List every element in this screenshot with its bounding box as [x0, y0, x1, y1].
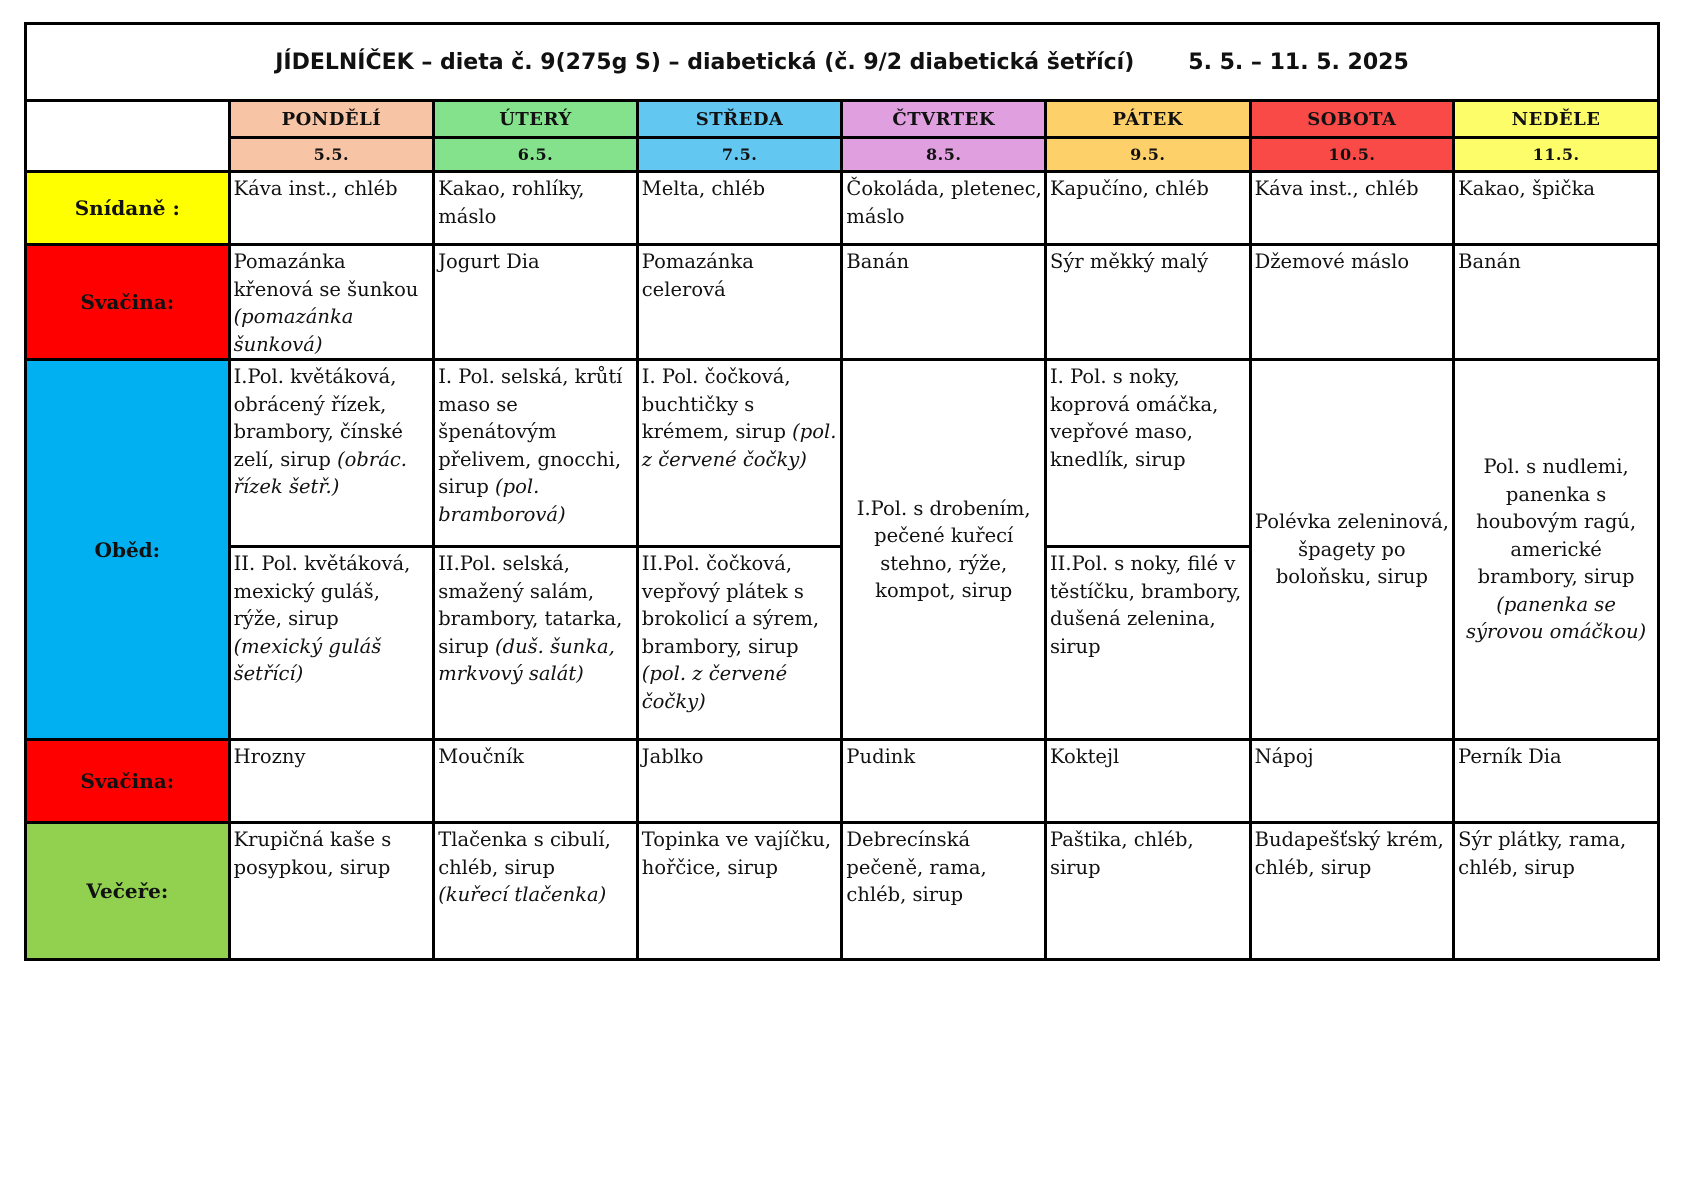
svacina1-utery: Jogurt Dia — [434, 245, 638, 360]
title-main: JÍDELNÍČEK – dieta č. 9(275g S) – diabetická (č. 9/2 diabetická šetřící) — [275, 49, 1135, 75]
svacina1-sobota: Džemové máslo — [1250, 245, 1454, 360]
svacina2-ctvrtek: Pudink — [842, 740, 1046, 823]
day-header-streda: STŘEDA — [637, 101, 842, 138]
obed-nedele — [1454, 360, 1659, 740]
vecere-pondeli: Krupičná kaše s posypkou, sirup — [229, 823, 434, 960]
obed-nedele-text: Pol. s nudlemi, panenka s houbovým ragú, americké brambory, sirup — [1476, 455, 1637, 589]
obed2-pondeli — [229, 547, 434, 740]
obed2-streda — [637, 547, 842, 740]
obed2-pondeli-text: II. Pol. květáková, mexický guláš, rýže, sirup — [233, 552, 411, 630]
meal-label-obed: Oběd: — [26, 360, 230, 740]
svacina1-streda: Pomazánka celerová — [637, 245, 842, 360]
menu-title — [26, 24, 1659, 101]
snidane-sobota: Káva inst., chléb — [1250, 172, 1454, 245]
meal-label-svacina-morning: Svačina: — [26, 245, 230, 360]
snidane-utery: Kakao, rohlíky, máslo — [434, 172, 638, 245]
obed-ctvrtek: I.Pol. s drobením, pečené kuřecí stehno, rýže, kompot, sirup — [842, 360, 1046, 740]
obed2-streda-note: (pol. z červené čočky) — [641, 662, 788, 713]
svacina2-streda: Jablko — [637, 740, 842, 823]
obed1-pondeli-text: I.Pol. květáková, obrácený řízek, brambory, čínské zelí, sirup — [233, 365, 403, 471]
day-date-pondeli: 5.5. — [229, 138, 434, 172]
snidane-patek: Kapučíno, chléb — [1045, 172, 1250, 245]
svacina1-pondeli-text: Pomazánka křenová se šunkou — [233, 250, 419, 301]
obed2-streda-text: II.Pol. čočková, vepřový plátek s brokolicí a sýrem, brambory, sirup — [641, 552, 820, 658]
day-header-ctvrtek: ČTVRTEK — [842, 101, 1046, 138]
obed1-pondeli-note: (obrác. řízek šetř.) — [233, 447, 407, 498]
snidane-pondeli: Káva inst., chléb — [229, 172, 434, 245]
obed1-streda — [637, 360, 842, 547]
svacina2-nedele: Perník Dia — [1454, 740, 1659, 823]
obed-nedele-note: (panenka se sýrovou omáčkou) — [1466, 592, 1647, 644]
svacina2-sobota: Nápoj — [1250, 740, 1454, 823]
snidane-ctvrtek: Čokoláda, pletenec, máslo — [842, 172, 1046, 245]
menu-table — [24, 22, 1660, 961]
obed2-pondeli-note: (mexický guláš šetřící) — [233, 634, 382, 685]
obed1-patek: I. Pol. s noky, koprová omáčka, vepřové maso, knedlík, sirup — [1045, 360, 1250, 547]
svacina1-pondeli — [229, 245, 434, 360]
vecere-utery-text: Tlačenka s cibulí, chléb, sirup — [438, 828, 611, 879]
day-header-pondeli: PONDĚLÍ — [229, 101, 434, 138]
obed2-utery-text: II.Pol. selská, smažený salám, brambory, tatarka, sirup — [438, 552, 623, 658]
meal-label-snidane: Snídaně : — [26, 172, 230, 245]
obed1-utery-text: I. Pol. selská, krůtí maso se špenátovým přelivem, gnocchi, sirup — [438, 365, 623, 498]
title-date-range: 5. 5. – 11. 5. 2025 — [1188, 49, 1409, 75]
vecere-patek: Paštika, chléb, sirup — [1045, 823, 1250, 960]
svacina1-ctvrtek: Banán — [842, 245, 1046, 360]
day-header-nedele: NEDĚLE — [1454, 101, 1659, 138]
svacina2-utery: Moučník — [434, 740, 638, 823]
day-date-ctvrtek: 8.5. — [842, 138, 1046, 172]
obed1-streda-text: I. Pol. čočková, buchtičky s krémem, sirup — [641, 365, 791, 443]
snidane-streda: Melta, chléb — [637, 172, 842, 245]
day-header-patek: PÁTEK — [1045, 101, 1250, 138]
vecere-streda: Topinka ve vajíčku, hořčice, sirup — [637, 823, 842, 960]
obed1-pondeli — [229, 360, 434, 547]
svacina1-patek: Sýr měkký malý — [1045, 245, 1250, 360]
day-date-nedele: 11.5. — [1454, 138, 1659, 172]
obed1-streda-note: (pol. z červené čočky) — [641, 420, 837, 471]
obed2-utery — [434, 547, 638, 740]
svacina2-patek: Koktejl — [1045, 740, 1250, 823]
day-header-utery: ÚTERÝ — [434, 101, 638, 138]
vecere-utery-note: (kuřecí tlačenka) — [438, 883, 607, 906]
day-date-sobota: 10.5. — [1250, 138, 1454, 172]
meal-label-svacina-afternoon: Svačina: — [26, 740, 230, 823]
obed2-utery-note: (duš. šunka, mrkvový salát) — [438, 634, 615, 685]
day-header-sobota: SOBOTA — [1250, 101, 1454, 138]
obed2-patek: II.Pol. s noky, filé v těstíčku, brambory, dušená zelenina, sirup — [1045, 547, 1250, 740]
day-date-patek: 9.5. — [1045, 138, 1250, 172]
svacina2-pondeli: Hrozny — [229, 740, 434, 823]
vecere-sobota: Budapešťský krém, chléb, sirup — [1250, 823, 1454, 960]
vecere-utery — [434, 823, 638, 960]
obed1-utery-note: (pol. bramborová) — [438, 475, 566, 526]
svacina1-nedele: Banán — [1454, 245, 1659, 360]
vecere-nedele: Sýr plátky, rama, chléb, sirup — [1454, 823, 1659, 960]
day-date-utery: 6.5. — [434, 138, 638, 172]
day-date-streda: 7.5. — [637, 138, 842, 172]
obed-sobota: Polévka zeleninová, špagety po boloňsku, sirup — [1250, 360, 1454, 740]
meal-label-vecere: Večeře: — [26, 823, 230, 960]
obed1-utery — [434, 360, 638, 547]
svacina1-pondeli-note: (pomazánka šunková) — [233, 305, 354, 356]
corner-cell — [26, 101, 230, 172]
vecere-ctvrtek: Debrecínská pečeně, rama, chléb, sirup — [842, 823, 1046, 960]
snidane-nedele: Kakao, špička — [1454, 172, 1659, 245]
